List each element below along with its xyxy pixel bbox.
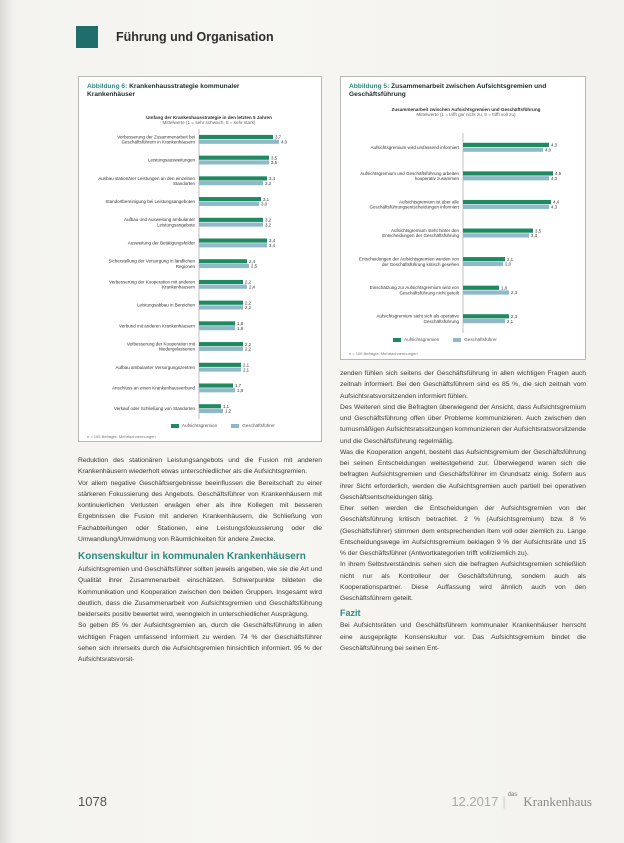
- data-label: 2,2: [245, 305, 252, 311]
- bar-series2: [199, 160, 269, 164]
- data-label: 3,7: [275, 134, 282, 140]
- category-label-line: Anschluss an einen Krankenhausverbund: [111, 385, 195, 391]
- category-label-line: Einschätzung zur Aufsichtsgremium wird von: [369, 285, 459, 291]
- data-label: 2,2: [245, 346, 252, 352]
- bar-series2: [199, 243, 267, 247]
- data-label: 2,3: [511, 290, 518, 296]
- category-label-line: Krankenhäusern: [161, 284, 195, 290]
- category-label-line: Entscheidungen der Aufsichtsgremien werden von: [358, 256, 459, 262]
- category-label: [127, 342, 196, 352]
- category-label: [115, 365, 195, 370]
- data-label: 2,1: [243, 362, 250, 368]
- bar-series2: [463, 148, 543, 152]
- bar-series2: [463, 290, 509, 294]
- bar-series1: [463, 286, 499, 290]
- data-label: 3,5: [535, 228, 542, 234]
- data-label: 1,8: [237, 325, 244, 331]
- bar-series2: [463, 176, 549, 180]
- category-label-line: Standorten: [172, 180, 195, 186]
- category-label: [376, 314, 459, 324]
- category-label: [114, 406, 196, 411]
- category-label: [370, 285, 460, 295]
- data-label: 2,2: [245, 300, 252, 306]
- figure-5-subtitle-main: Zusammenarbeit zwischen Aufsichtsgremien und Geschäftsführung: [391, 107, 541, 112]
- figure-6-subtitle: [109, 115, 309, 126]
- category-label-line: Geschäftsführung: [423, 318, 459, 324]
- category-label-line: Aufsichtsgremium wird umfassend informiert: [370, 144, 459, 150]
- data-label: 4,3: [551, 204, 558, 210]
- figure-5-label: Abbildung 5:: [349, 83, 390, 90]
- legend-label: Aufsichtsgremien: [182, 423, 218, 428]
- paragraph: So geben 85 % der Aufsichtsgremien an, durch die Geschäftsführung in allen wichtigen Fragen umfassend informiert zu werden. 74 % der Geschäftsführer sehen sich ihrerseits durch die Aufsichtsgremien hinsichtlich informiert. 95 % der Aufsichtsratsvorsit-: [78, 622, 322, 663]
- bar-series1: [199, 259, 247, 263]
- brand-prefix: das: [507, 792, 518, 798]
- section-heading: Fazit: [340, 608, 361, 619]
- category-label-line: Verbesserung der Zusammenarbeit bei: [117, 134, 195, 140]
- category-label: [369, 199, 459, 209]
- legend-item: [393, 337, 439, 342]
- bar-series1: [463, 257, 505, 261]
- bar-series1: [463, 229, 533, 233]
- paragraph: zenden fühlen sich seitens der Geschäftsführung in allen wichtigen Fragen auch zeitnah informiert. Bei den Geschäftsführern sind es 85 %, die sich zeitnah vom Aufsichtsratsvorsitzenden informiert fühlen.: [340, 370, 586, 400]
- data-label: 3,4: [269, 176, 276, 182]
- figure-6-title: [87, 83, 287, 99]
- figure-5-subtitle-scale: Mittelwerte (1 = trifft gar nicht zu, 5 = trifft voll zu): [416, 112, 516, 118]
- footer-separator: |: [502, 794, 506, 809]
- legend-label: Geschäftsführer: [464, 337, 497, 342]
- bar-series2: [199, 285, 247, 289]
- data-label: 2,4: [249, 258, 256, 264]
- figure-6: [78, 76, 322, 442]
- category-label-line: Regionen: [175, 263, 195, 269]
- category-label: [109, 279, 196, 289]
- legend-swatch: [393, 338, 401, 342]
- bar-series2: [463, 319, 505, 323]
- data-label: 3,2: [265, 222, 272, 228]
- category-label: [382, 228, 459, 238]
- category-label: [112, 386, 196, 391]
- data-label: 2,2: [245, 279, 252, 285]
- category-label-line: Geschäftsführungsentscheidungen informiert: [369, 204, 459, 210]
- category-label-line: Sicherstellung der Versorgung in ländlichen: [108, 258, 195, 264]
- paragraph: Des Weiteren sind die Befragten überwiegend der Ansicht, dass Aufsichtsgremium und Geschäftsführung offen über Probleme kommunizieren. Auch zwischen den turnusmäßigen Aufsichtsratssitzungen kommunizieren der Aufsichtsratsvorsitzende und die Geschäftsführung regelmäßig.: [340, 403, 586, 445]
- bar-series2: [199, 202, 259, 206]
- figure-5-title: [349, 83, 569, 99]
- section-title: Führung und Organisation: [116, 30, 274, 44]
- data-label: 2,3: [511, 314, 518, 320]
- text-column-left: [78, 455, 322, 665]
- data-label: 3,2: [265, 180, 272, 186]
- category-label-line: Aufbau und Ausweitung ambulanter: [123, 217, 195, 223]
- category-label-line: Verbesserung der Kooperation mit: [126, 341, 195, 347]
- bar-series2: [199, 409, 223, 413]
- paragraph: Reduktion des stationären Leistungsangebots und die Fusion mit anderen Krankenhäusern wiederholt etwas unterschiedlicher als die Aufsichtsgremien.: [78, 457, 322, 476]
- bar-series2: [463, 205, 549, 209]
- category-label-line: Niedergelassenen: [158, 346, 195, 352]
- figure-5-title-text: Zusammenarbeit zwischen Aufsichtsgremien und Geschäftsführung: [349, 83, 547, 98]
- category-label-line: Leistungsangebote: [156, 222, 195, 228]
- data-label: 4,3: [551, 142, 558, 148]
- figure-5-chart: [347, 133, 581, 333]
- figure-6-title-text: Krankenhausstrategie kommunaler Krankenhäuser: [87, 83, 240, 98]
- legend-swatch: [453, 338, 461, 342]
- category-label-line: Geschäftsführern in Krankenhäusern: [121, 139, 195, 145]
- data-label: 4,5: [555, 171, 562, 177]
- bar-series1: [199, 321, 235, 325]
- category-label: [117, 134, 195, 144]
- category-label-line: Standortbereinigung bei Leistungsangeboten: [105, 199, 195, 205]
- bar-series1: [199, 383, 233, 387]
- issue-date: 12.2017: [451, 794, 499, 809]
- section-heading: Konsenskultur in kommunalen Krankenhäusern: [78, 551, 306, 562]
- category-label-line: Leistungsausweitungen: [147, 157, 195, 163]
- data-label: 3,0: [261, 201, 268, 207]
- category-label-line: der Geschäftsführung kritisch gesehen: [381, 261, 459, 267]
- category-label-line: Aufsichtsgremium sieht sich als operative: [376, 313, 459, 319]
- legend-swatch: [171, 424, 179, 428]
- bar-series1: [199, 404, 221, 408]
- paragraph: In ihrem Selbstverständnis sehen sich die befragten Aufsichtsgremien schließlich nicht nur als Kontrolleur der Geschäftsführung, sondern auch als Kooperationspartner. Diese Auffassung wird ähnlich auch von den Geschäftsführern geteilt.: [340, 561, 586, 602]
- bar-series1: [463, 200, 551, 204]
- category-label-line: Aufsichtsgremium steht hinter den: [390, 228, 459, 233]
- category-label: [359, 257, 460, 267]
- legend-swatch: [231, 424, 239, 428]
- data-label: 3,2: [265, 217, 272, 223]
- figure-5-subtitle: [371, 107, 561, 118]
- data-label: 2,2: [245, 341, 252, 347]
- data-label: 3,5: [271, 155, 278, 161]
- category-label: [360, 171, 459, 181]
- bar-series2: [199, 368, 241, 372]
- category-label: [119, 323, 196, 328]
- data-label: 3,4: [269, 242, 276, 248]
- bar-series1: [199, 342, 243, 346]
- bar-series1: [199, 176, 267, 180]
- category-label-line: Geschäftsführung nicht geteilt: [399, 290, 459, 296]
- paragraph: Was die Kooperation angeht, besteht das Aufsichtsgremium der Geschäftsführung bei seinen Entscheidungen weitestgehend zur. Überwiegend waren sich die befragten Aufsichtsgremien und Geschäftsführer im Grundsatz einig. Sofern aus ihrer Sicht erforderlich, werden die Aufsichtsgremien auch partiell bei operativen Geschäftsentscheidungen tätig.: [340, 448, 586, 501]
- bar-series2: [463, 233, 529, 237]
- category-label: [108, 259, 195, 269]
- bar-series2: [463, 262, 503, 266]
- bar-series2: [199, 264, 249, 268]
- figure-6-subtitle-scale: Mittelwerte (1 = sehr schwach, 5 = sehr stark): [162, 120, 256, 126]
- figure-6-label: Abbildung 6:: [87, 83, 128, 90]
- bar-series1: [199, 238, 267, 242]
- data-label: 3,4: [269, 238, 276, 244]
- data-label: 2,5: [251, 263, 258, 269]
- paragraph: Bei Aufsichtsräten und Geschäftsführern kommunaler Krankenhäuser herrscht eine ausgeprägte Konsenskultur vor. Das Aufsichtsgremium bindet die Geschäftsführung bei seinen Ent-: [340, 622, 586, 652]
- paragraph: Vor allem negative Geschäftsergebnisse beeinflussen die Bereitschaft zu einer stärkeren Fokussierung des Angebots. Geschäftsführer von Krankenhäusern mit kontinuierlichen Verlusten erwägen eher als ihre Kollegen mit besseren Ergebnissen die Fusion mit anderen Krankenhäusern, die Schließung von Fachabteilungen oder Stationen, eine Leistungsfokussierung oder die Umwandlung/Umwidmung von Räumlichkeiten für andere Zwecke.: [78, 479, 322, 543]
- category-label: [98, 176, 195, 186]
- data-label: 4,0: [281, 139, 288, 145]
- category-label-line: Verbesserung der Kooperation mit anderen: [108, 279, 195, 285]
- bar-series1: [199, 301, 243, 305]
- legend-item: [231, 423, 275, 428]
- brand-name: Krankenhaus: [523, 794, 592, 809]
- bar-series1: [199, 197, 261, 201]
- text-column-right: [340, 368, 586, 654]
- bar-series2: [199, 347, 243, 351]
- bar-series2: [199, 326, 235, 330]
- data-label: 2,1: [507, 256, 514, 262]
- data-label: 3,5: [271, 160, 278, 166]
- data-label: 1,8: [237, 387, 244, 393]
- category-label-line: Ausbau stationärer Leistungen an den einzelnen: [98, 175, 195, 181]
- magazine-footer: [451, 794, 592, 810]
- category-label: [137, 303, 196, 308]
- category-label-line: Leistungsabbau in Bereichen: [136, 302, 195, 308]
- data-label: 2,1: [243, 367, 250, 373]
- data-label: 2,0: [505, 261, 512, 267]
- figure-6-source: n = 105 Befragte, Mehrfachnennungen: [87, 434, 156, 439]
- section-marker: [76, 26, 98, 48]
- figure-6-subtitle-main: Umfang der Krankenhausstrategie in den letzten 5 Jahren: [146, 115, 272, 120]
- paragraph: Aufsichtsgremien und Geschäftsführer sollten jeweils angeben, wie sie die Art und Qualität ihrer Zusammenarbeit einschätzen. Schwerpunkte bildeten die Kommunikation und Kooperation zwischen den beiden Gruppen. Insgesamt wird deutlich, dass die Zusammenarbeit von Aufsichtsgremien und Geschäftsführung beiderseits positiv bewertet wird, wenngleich in unterschiedlicher Ausprägung.: [78, 566, 322, 618]
- bar-series1: [199, 363, 241, 367]
- legend-label: Aufsichtsgremien: [404, 337, 440, 342]
- bar-series2: [199, 140, 279, 144]
- paragraph: Eher selten werden die Entscheidungen der Aufsichtsgremien von der Geschäftsführung kritisch betrachtet. 2 % (Aufsichtsgremium) bzw. 8 % (Geschäftsführer) stimmen dem entsprechenden Item voll oder ziemlich zu. Lange Entscheidungswege im Aufsichtsgremium beklagen 9 % der Aufsichtsräte und 15 % der Geschäftsführer (Antwortkategorien trifft voll/ziemlich zu).: [340, 505, 586, 557]
- category-label-line: Aufbau ambulanter Versorgungszentren: [115, 364, 195, 370]
- figure-5-source: n = 105 Befragte, Mehrfachnennungen: [349, 351, 418, 356]
- bar-series1: [199, 218, 263, 222]
- category-label-line: Aufsichtsgremium und Geschäftsführung arbeiten: [360, 170, 459, 176]
- data-label: 2,4: [249, 284, 256, 290]
- figure-5: [340, 76, 586, 360]
- data-label: 4,4: [553, 199, 560, 205]
- category-label-line: Aufsichtsgremium ist über alle: [398, 199, 459, 205]
- category-label-line: Verkauf oder Schließung von Standorten: [113, 406, 195, 412]
- bar-series2: [199, 181, 263, 185]
- category-label-line: Verbund mit anderen Krankenhäusern: [118, 323, 195, 329]
- legend-label: Geschäftsführer: [242, 423, 275, 428]
- category-label: [148, 158, 196, 163]
- bar-series2: [199, 388, 235, 392]
- legend-item: [453, 337, 497, 342]
- bar-series2: [199, 223, 263, 227]
- data-label: 4,0: [545, 147, 552, 153]
- bar-series1: [463, 314, 509, 318]
- data-label: 4,3: [551, 175, 558, 181]
- category-label-line: Ausweitung der Betätigungsfelder: [127, 240, 195, 246]
- figure-5-legend: [393, 337, 497, 342]
- section-header: [76, 26, 274, 48]
- category-label-line: kooperativ zusammen: [414, 176, 459, 182]
- category-label: [124, 217, 196, 227]
- data-label: 2,1: [507, 318, 514, 324]
- bar-series1: [463, 171, 553, 175]
- category-label-line: Entscheidungen der Geschäftsführung: [382, 233, 459, 239]
- legend-item: [171, 423, 217, 428]
- category-label: [128, 241, 196, 246]
- data-label: 1,8: [501, 285, 508, 291]
- bar-series1: [463, 143, 549, 147]
- bar-series2: [199, 305, 243, 309]
- category-label: [370, 145, 459, 150]
- data-label: 1,8: [237, 321, 244, 327]
- category-label: [105, 199, 195, 204]
- page-number: 1078: [78, 794, 107, 809]
- data-label: 3,3: [531, 233, 538, 239]
- figure-6-chart: [85, 129, 317, 419]
- figure-6-legend: [171, 423, 275, 428]
- data-label: 1,7: [235, 383, 242, 389]
- bar-series1: [199, 280, 243, 284]
- bar-series1: [199, 156, 269, 160]
- bar-series1: [199, 135, 273, 139]
- data-label: 3,1: [263, 196, 270, 202]
- data-label: 1,1: [223, 403, 230, 409]
- data-label: 1,2: [225, 408, 232, 414]
